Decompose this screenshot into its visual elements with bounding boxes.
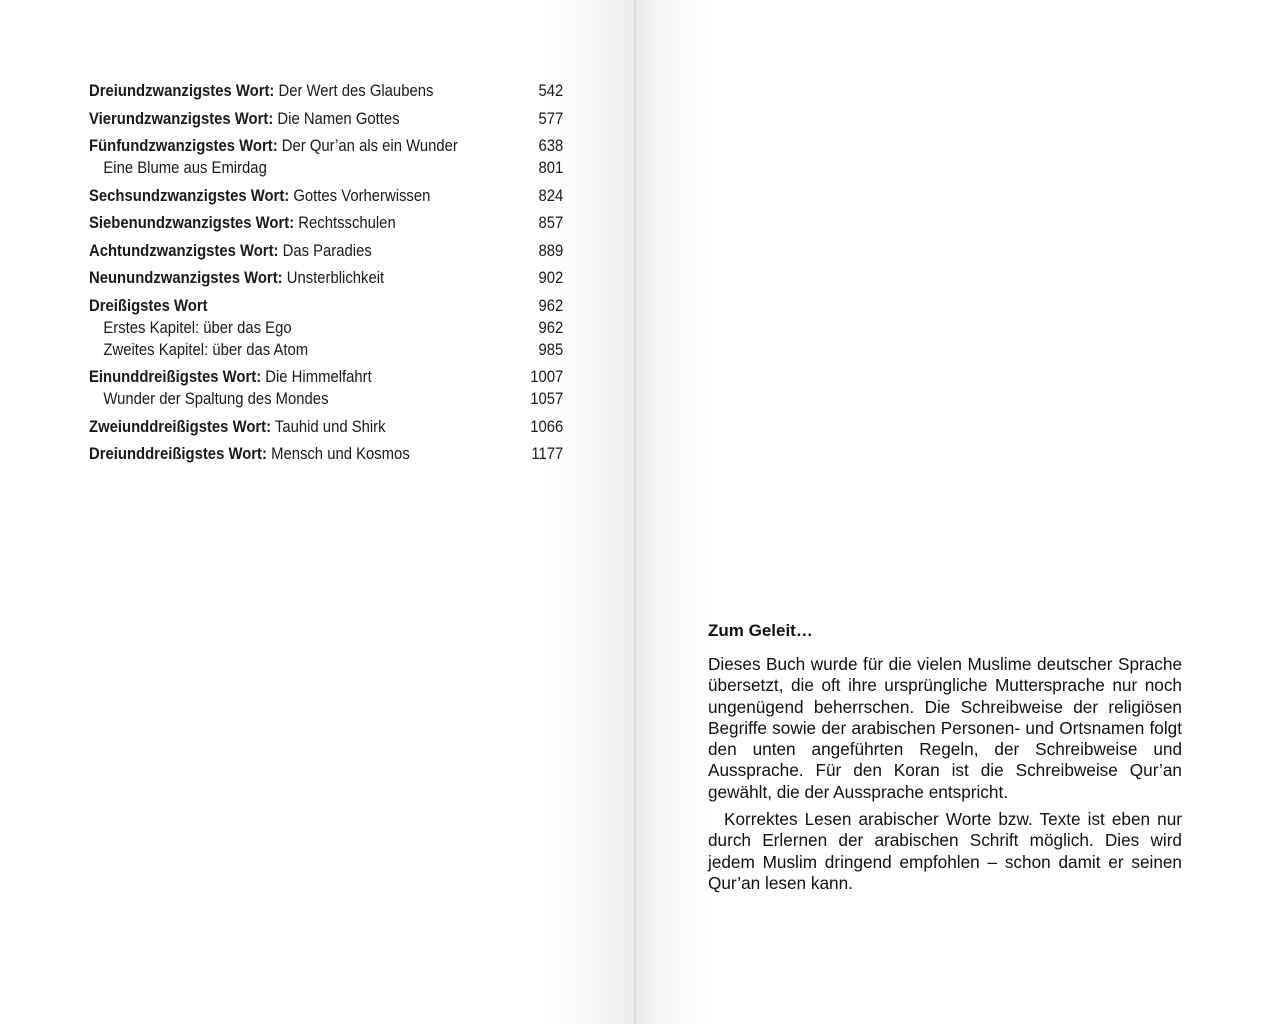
- toc-subentry: [89, 157, 563, 179]
- toc-entry-lead: Achtundzwanzigstes Wort:: [89, 241, 279, 260]
- toc-page-number: 902: [538, 269, 564, 287]
- toc-entry-subtitle: Gottes Vorherwissen: [289, 186, 431, 205]
- toc-entry-lead: Dreiunddreißigstes Wort:: [89, 445, 267, 463]
- toc-entry-subtitle: Erstes Kapitel: über das Ego: [103, 318, 292, 337]
- toc-entry: [89, 295, 563, 317]
- toc-entry: [89, 212, 563, 234]
- toc-page-number: 962: [538, 318, 564, 337]
- toc-entry-lead: Neunundzwanzigstes Wort:: [89, 269, 283, 287]
- toc-page-number: 889: [538, 241, 564, 260]
- toc-entry-title: [89, 339, 308, 361]
- toc-subentry: [89, 317, 563, 339]
- toc-entry-title: [89, 240, 372, 262]
- table-of-contents: [89, 80, 563, 465]
- toc-entry-title: [89, 185, 430, 207]
- toc-entry-title: [89, 443, 410, 465]
- toc-entry: [89, 443, 563, 465]
- toc-page-number: 857: [538, 214, 564, 232]
- toc-entry: [89, 135, 563, 157]
- toc-entry-title: [89, 135, 458, 157]
- toc-entry: [89, 185, 563, 207]
- toc-entry: [89, 366, 563, 388]
- toc-entry-subtitle: Tauhid und Shirk: [271, 417, 386, 436]
- toc-page-number: 962: [538, 296, 564, 315]
- toc-entry-subtitle: Rechtsschulen: [294, 214, 396, 232]
- toc-page-number: 801: [538, 159, 564, 177]
- toc-entry: [89, 108, 563, 130]
- foreword-paragraph-1: Dieses Buch wurde für die vielen Muslime deutscher Sprache übersetzt, die oft ihre ursprüngliche Muttersprache nur noch ungenügend beherrschen. Die Schreibweise der religiösen Begriffe sowie der arabischen Personen- und Ortsnamen folgt den unten angeführten Regeln, der Schreibweise und Aussprache. Für den Koran ist die Schreibweise Qur’an gewählt, die der Aussprache entspricht.: [708, 654, 1182, 802]
- toc-entry-subtitle: Unsterblichkeit: [282, 269, 385, 287]
- toc-page-number: 824: [538, 186, 564, 205]
- toc-page-number: 1177: [531, 445, 564, 463]
- toc-entry-lead: Siebenundzwanzigstes Wort:: [89, 214, 295, 232]
- toc-page-number: 985: [538, 340, 564, 359]
- toc-page-number: 542: [538, 82, 564, 100]
- toc-entry-title: [89, 317, 292, 339]
- toc-entry-subtitle: Zweites Kapitel: über das Atom: [103, 340, 309, 359]
- toc-entry-lead: Fünfundzwanzigstes Wort:: [89, 137, 278, 155]
- toc-page-number: 1007: [530, 368, 564, 386]
- toc-entry: [89, 80, 563, 102]
- toc-entry-lead: Zweiunddreißigstes Wort:: [89, 417, 272, 436]
- toc-entry-lead: Vierundzwanzigstes Wort:: [89, 109, 274, 128]
- foreword-heading: Zum Geleit…: [708, 621, 813, 640]
- toc-entry-subtitle: Der Qur’an als ein Wunder: [277, 137, 458, 155]
- toc-entry-title: [89, 157, 267, 179]
- toc-entry-subtitle: Wunder der Spaltung des Mondes: [103, 390, 329, 408]
- toc-entry-subtitle: Das Paradies: [278, 241, 372, 260]
- toc-entry-title: [89, 212, 396, 234]
- foreword-paragraph-2: Korrektes Lesen arabischer Worte bzw. Texte ist eben nur durch Erlernen der arabischen Schrift möglich. Dies wird jedem Muslim dringend empfohlen – schon damit er seinen Qur’an lesen kann.: [708, 809, 1182, 893]
- toc-entry-lead: Sechsundzwanzigstes Wort:: [89, 186, 290, 205]
- toc-entry-title: [89, 388, 328, 410]
- toc-entry: [89, 267, 563, 289]
- toc-entry-title: [89, 267, 384, 289]
- toc-page-number: 577: [538, 109, 564, 128]
- toc-entry-title: [89, 416, 386, 438]
- toc-entry-title: [89, 80, 433, 102]
- toc-entry-subtitle: Eine Blume aus Emirdag: [103, 159, 267, 177]
- toc-entry-lead: Einunddreißigstes Wort:: [89, 368, 262, 386]
- toc-subentry: [89, 339, 563, 361]
- toc-page-number: 1057: [530, 390, 564, 408]
- toc-entry-lead: Dreißigstes Wort: [89, 296, 208, 315]
- toc-entry-title: [89, 366, 372, 388]
- toc-page-number: 1066: [530, 417, 564, 436]
- toc-entry-title: [89, 108, 400, 130]
- foreword-section: [708, 620, 1182, 894]
- toc-entry-subtitle: Die Namen Gottes: [273, 109, 400, 128]
- toc-entry-title: [89, 295, 208, 317]
- toc-page-number: 638: [538, 137, 564, 155]
- toc-entry: [89, 416, 563, 438]
- toc-entry-subtitle: Der Wert des Glaubens: [274, 82, 434, 100]
- toc-subentry: [89, 388, 563, 410]
- toc-entry-subtitle: Die Himmelfahrt: [261, 368, 372, 386]
- toc-entry-subtitle: Mensch und Kosmos: [266, 445, 410, 463]
- toc-entry-lead: Dreiundzwanzigstes Wort:: [89, 82, 275, 100]
- toc-entry: [89, 240, 563, 262]
